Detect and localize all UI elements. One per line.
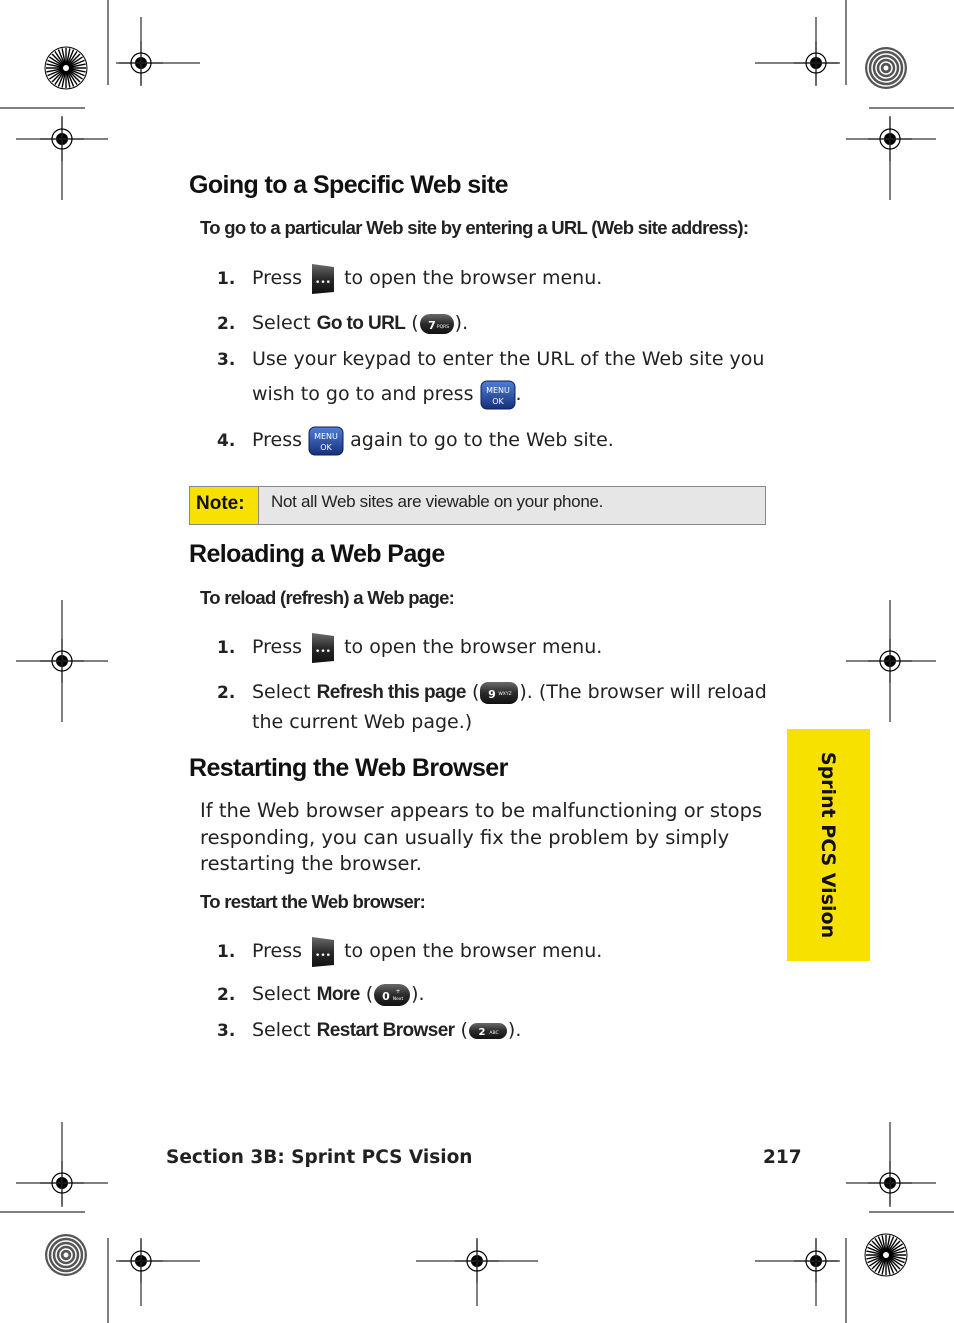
step-select-refresh: Select Refresh this page ( 9 WXYZ ). (The browser will reload (252, 675, 767, 710)
side-tab (787, 729, 870, 961)
svg-text:MENU: MENU (485, 385, 510, 395)
svg-text:9: 9 (488, 687, 497, 701)
step-enter-url-line2: wish to go to and press MENU OK . (252, 377, 522, 412)
side-tab-label: Sprint PCS Vision (817, 751, 839, 939)
step-select-more: Select More ( 0 + Next ). (252, 977, 425, 1012)
svg-text:+: + (395, 987, 401, 995)
menu-option-refresh-this-page: Refresh this page (316, 682, 466, 703)
step-number: 4. (217, 431, 236, 451)
svg-text:WXYZ: WXYZ (498, 691, 513, 697)
step-number: 1. (217, 638, 236, 658)
step-number: 1. (217, 942, 236, 962)
right-softkey-icon (308, 935, 338, 969)
step-number: 2. (217, 683, 236, 703)
svg-text:PQRS: PQRS (436, 324, 449, 330)
svg-text:ABC: ABC (489, 1030, 499, 1036)
right-softkey-icon (308, 631, 338, 665)
heading-going-to-specific-web-site: Going to a Specific Web site (189, 171, 508, 199)
svg-text:•••: ••• (315, 950, 332, 961)
restart-paragraph: If the Web browser appears to be malfunctioning or stops responding, you can usually fix the problem by simply restarting the browser. (200, 799, 763, 875)
note-label: Note: (196, 493, 245, 514)
key-2-icon (468, 1020, 508, 1042)
svg-text:0: 0 (382, 989, 390, 1003)
note-box (189, 486, 766, 525)
step-text: Press (252, 267, 303, 289)
step-number: 3. (217, 1021, 236, 1041)
svg-text:•••: ••• (315, 646, 332, 657)
step-press-softkey (252, 261, 602, 296)
note-text: Not all Web sites are viewable on your phone. (271, 492, 604, 511)
svg-text:2: 2 (478, 1026, 486, 1038)
svg-text:•••: ••• (315, 277, 332, 288)
step-press-softkey: Press ••• to open the browser menu. (252, 630, 602, 665)
menu-ok-key-icon (308, 426, 344, 456)
intro-go-to-url: To go to a particular Web site by entering a URL (Web site address): (200, 217, 749, 238)
svg-text:7: 7 (427, 318, 436, 332)
svg-text:OK: OK (491, 396, 504, 406)
step-enter-url-line1: Use your keypad to enter the URL of the Web site you (252, 348, 765, 370)
step-press-softkey: Press ••• to open the browser menu. (252, 934, 602, 969)
step-text: Select (252, 312, 311, 334)
step-number: 1. (217, 269, 236, 289)
page-number: 217 (763, 1147, 802, 1168)
menu-option-more: More (316, 984, 360, 1005)
step-number: 3. (217, 350, 236, 370)
key-9-icon (479, 680, 519, 706)
menu-option-restart-browser: Restart Browser (316, 1020, 455, 1041)
step-select-go-to-url: Select Go to URL ( 7 PQRS ). (252, 312, 469, 334)
key-7-icon (419, 312, 455, 336)
footer-section-title: Section 3B: Sprint PCS Vision (166, 1147, 473, 1168)
step-select-restart-browser: Select Restart Browser ( 2 ABC ). (252, 1019, 522, 1041)
menu-option-go-to-url: Go to URL (316, 313, 406, 334)
intro-reload: To reload (refresh) a Web page: (200, 587, 455, 608)
step-text: to open the browser menu. (344, 267, 603, 289)
svg-text:MENU: MENU (314, 431, 338, 441)
svg-text:Next: Next (392, 996, 404, 1002)
step-number: 2. (217, 314, 236, 334)
key-0-icon (373, 982, 411, 1008)
heading-restarting-web-browser: Restarting the Web Browser (189, 754, 508, 782)
note-label-cell (190, 487, 259, 524)
svg-text:OK: OK (320, 442, 332, 452)
right-softkey-icon (308, 262, 338, 296)
step-number: 2. (217, 985, 236, 1005)
intro-restart: To restart the Web browser: (200, 891, 426, 912)
heading-reloading-web-page: Reloading a Web Page (189, 540, 445, 568)
step-refresh-line2: the current Web page.) (252, 711, 473, 733)
step-press-menu-ok: Press MENU OK again to go to the Web site. (252, 423, 614, 458)
menu-ok-key-icon (480, 380, 516, 410)
